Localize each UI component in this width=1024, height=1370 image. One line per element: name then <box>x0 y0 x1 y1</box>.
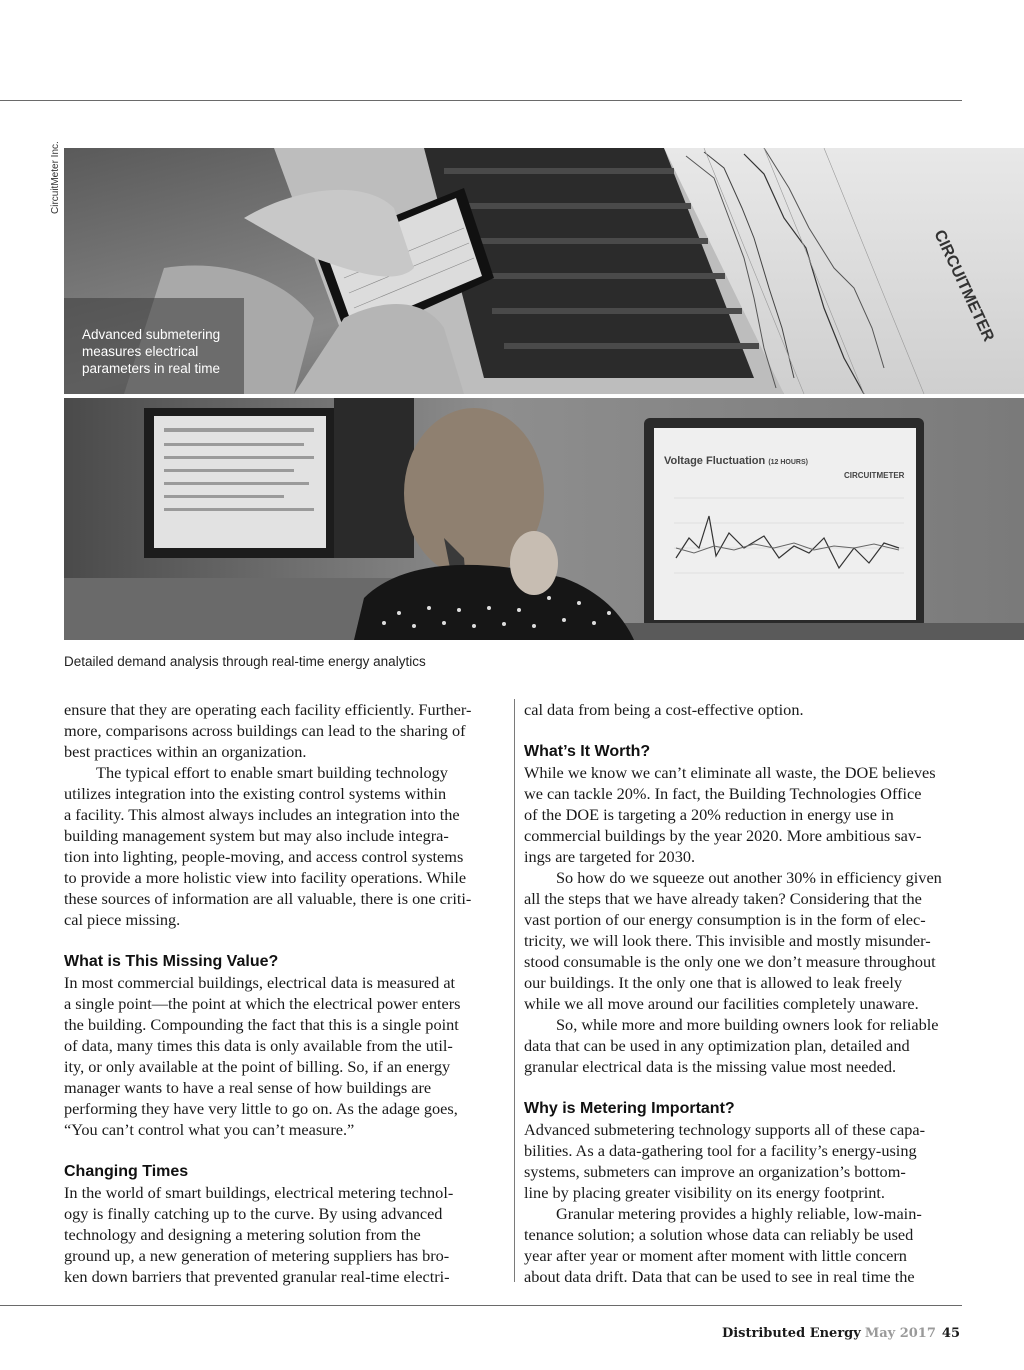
photo-caption-bottom: Detailed demand analysis through real-time energy analytics <box>64 654 426 669</box>
text-line: commercial buildings by the year 2020. More ambitious sav- <box>524 826 922 845</box>
text-line: vast portion of our energy consumption is in the form of elec- <box>524 910 926 929</box>
text-line: utilizes integration into the existing control systems within <box>64 784 447 803</box>
issue-date: May 2017 <box>864 1326 936 1341</box>
screen-logo-top: CIRCUITMETER <box>930 227 997 345</box>
photo-credit: CircuitMeter Inc. <box>50 141 61 214</box>
text-line: Advanced submetering technology supports all of these capa- <box>524 1120 926 1139</box>
text-line: stood consumable is the only one we don’t measure throughout <box>524 952 936 971</box>
text-line: In most commercial buildings, electrical data is measured at <box>64 973 456 992</box>
text-line: of data, many times this data is only available from the util- <box>64 1036 453 1055</box>
text-line: the building. Compounding the fact that this is a single point <box>64 1015 459 1034</box>
text-line: manager wants to have a real sense of how buildings are <box>64 1078 432 1097</box>
text-line: cal data from being a cost-effective option. <box>524 700 804 719</box>
text-line: about data drift. Data that can be used to see in real time the <box>524 1267 915 1286</box>
text-line: our buildings. It the only one that is allowed to leak freely <box>524 973 902 992</box>
paragraph <box>64 699 496 762</box>
paragraph <box>524 867 964 1014</box>
text-line: Granular metering provides a highly reliable, low-main- <box>556 1204 922 1223</box>
text-line: we can tackle 20%. In fact, the Building Technologies Office <box>524 784 922 803</box>
bottom-rule <box>0 1305 962 1306</box>
page-footer <box>722 1326 960 1341</box>
text-line: to provide a more holistic view into facility operations. While <box>64 868 467 887</box>
top-rule <box>0 100 962 101</box>
paragraph <box>64 1182 496 1287</box>
paragraph <box>524 1014 964 1077</box>
text-line: year after year or moment after moment with little concern <box>524 1246 907 1265</box>
text-line: While we know we can’t eliminate all waste, the DOE believes <box>524 763 936 782</box>
text-line: systems, submeters can improve an organization’s bottom- <box>524 1162 906 1181</box>
section-heading: Why is Metering Important? <box>524 1100 735 1117</box>
text-line: So, while more and more building owners look for reliable <box>556 1015 939 1034</box>
caption-line: parameters in real time <box>82 361 221 376</box>
text-line: more, comparisons across buildings can lead to the sharing of <box>64 721 466 740</box>
paragraph <box>524 1203 964 1287</box>
text-line: The typical effort to enable smart building technology <box>96 763 448 782</box>
text-line: granular electrical data is the missing value most needed. <box>524 1057 897 1076</box>
page-number: 45 <box>941 1326 960 1341</box>
screen-subtitle: (12 HOURS) <box>768 459 808 466</box>
text-line: of the DOE is targeting a 20% reduction in energy use in <box>524 805 894 824</box>
text-line: ings are targeted for 2030. <box>524 847 696 866</box>
article-column-right <box>524 699 964 1287</box>
section-heading: Changing Times <box>64 1163 189 1180</box>
text-line: performing they have very little to go on. As the adage goes, <box>64 1099 458 1118</box>
text-line: ity, or only available at the point of billing. So, if an energy <box>64 1057 451 1076</box>
text-line: ground up, a new generation of metering suppliers has bro- <box>64 1246 450 1265</box>
text-line: a facility. This almost always includes an integration into the <box>64 805 460 824</box>
paragraph <box>524 699 964 720</box>
text-line: these sources of information are all valuable, there is one criti- <box>64 889 472 908</box>
screen-title: Voltage Fluctuation <box>664 455 766 467</box>
text-line: technology and designing a metering solution from the <box>64 1225 421 1244</box>
text-line: building management system but may also include integra- <box>64 826 449 845</box>
photo-energy-analytics <box>64 398 1024 640</box>
photo-submetering-devices <box>64 148 1024 394</box>
text-line: cal piece missing. <box>64 910 181 929</box>
paragraph <box>64 762 496 930</box>
text-line: “You can’t control what you can’t measure.” <box>64 1120 355 1139</box>
paragraph <box>524 1119 964 1203</box>
caption-line: Advanced submetering <box>82 327 221 342</box>
text-line: tricity, we will look there. This invisible and mostly misunder- <box>524 931 931 950</box>
magazine-name: Distributed Energy <box>721 1326 861 1341</box>
text-line: line by placing greater visibility on its energy footprint. <box>524 1183 885 1202</box>
screen-logo-bottom: CIRCUITMETER <box>844 471 905 480</box>
section-heading: What is This Missing Value? <box>64 953 279 970</box>
caption-line: measures electrical <box>82 344 199 359</box>
text-line: ken down barriers that prevented granular real-time electri- <box>64 1267 450 1286</box>
text-line: best practices within an organization. <box>64 742 307 761</box>
text-line: tion into lighting, people-moving, and access control systems <box>64 847 464 866</box>
text-line: a single point—the point at which the electrical power enters <box>64 994 461 1013</box>
paragraph <box>524 762 964 867</box>
paragraph <box>64 972 496 1140</box>
text-line: all the steps that we have already taken? Considering that the <box>524 889 922 908</box>
text-line: while we all move around our facilities completely unaware. <box>524 994 919 1013</box>
article-column-left <box>64 699 496 1287</box>
text-line: data that can be used in any optimization plan, detailed and <box>524 1036 910 1055</box>
photo-caption-top <box>82 326 252 377</box>
text-line: ensure that they are operating each facility efficiently. Further- <box>64 700 472 719</box>
column-divider <box>514 699 515 1282</box>
section-heading: What’s It Worth? <box>524 743 651 760</box>
text-line: bilities. As a data-gathering tool for a facility’s energy-using <box>524 1141 917 1160</box>
text-line: So how do we squeeze out another 30% in efficiency given <box>556 868 942 887</box>
text-line: In the world of smart buildings, electrical metering technol- <box>64 1183 454 1202</box>
text-line: ogy is finally catching up to the curve. By using advanced <box>64 1204 443 1223</box>
text-line: tenance solution; a solution whose data can reliably be used <box>524 1225 914 1244</box>
